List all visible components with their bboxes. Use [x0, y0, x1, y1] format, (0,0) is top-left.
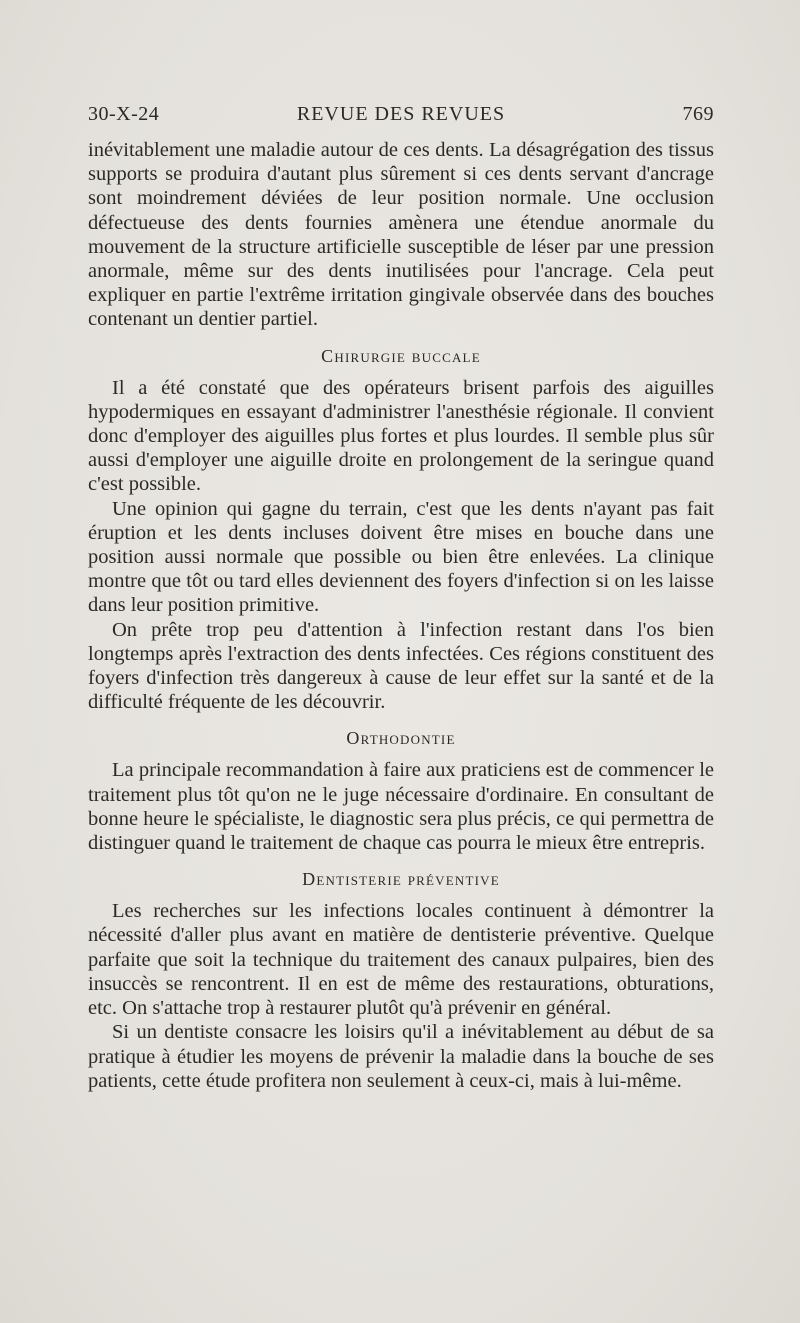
paragraph-chirurgie-1: Il a été constaté que des opérateurs brisent parfois des aiguilles hypodermiques en essayant d'administrer l'anesthésie régionale. Il convient donc d'employer des aiguilles plus fortes et plus lourdes. Il semble plus sûr aussi d'employer une aiguille droite en prolongement de la seringue quand c'est possible. — [88, 376, 714, 496]
running-header — [88, 100, 714, 128]
paragraph-orthodontie-1: La principale recommandation à faire aux praticiens est de commencer le traitement plus tôt qu'on ne le juge nécessaire d'ordinaire. En consultant de bonne heure le spécialiste, le diagnostic sera plus précis, ce qui permettra de distinguer quand le traitement de chaque cas pourra le mieux être entrepris. — [88, 759, 714, 855]
header-journal-title: REVUE DES REVUES — [296, 103, 506, 125]
paragraph-chirurgie-3: On prête trop peu d'attention à l'infection restant dans l'os bien longtemps après l'extraction des dents infectées. Ces régions constituent des foyers d'infection très dangereux à cause de leur effet sur la santé et de la difficulté fréquente de les découvrir. — [88, 618, 714, 714]
paragraph-intro: inévitablement une maladie autour de ces dents. La désagrégation des tissus supports se produira d'autant plus sûrement si ces dents servant d'ancrage sont moindrement déviées de leur position normale. Une occlusion défectueuse des dents fournies amènera une étendue anormale du mouvement de la structure artificielle susceptible de léser par une pression anormale, même sur des dents inutilisées pour l'ancrage. Cela peut expliquer en partie l'extrême irritation gingivale observée dans des bouches contenant un dentier partiel. — [88, 139, 714, 331]
section-heading-preventive: Dentisterie préventive — [302, 869, 500, 890]
section-heading-chirurgie: Chirurgie buccale — [321, 345, 481, 366]
paragraph-preventive-1: Les recherches sur les infections locales continuent à démontrer la nécessité d'aller plus avant en matière de dentisterie préventive. Quelque parfaite que soit la technique du traitement des canaux pulpaires, bien des insuccès se rencontrent. Il en est de même des restaurations, obturations, etc. On s'attache trop à restaurer plutôt qu'à prévenir en général. — [88, 900, 714, 1020]
article-body — [88, 138, 714, 1093]
paragraph-preventive-2: Si un dentiste consacre les loisirs qu'il a inévitablement au début de sa pratique à étudier les moyens de prévenir la maladie dans la bouche de ses patients, cette étude profitera non seulement à ceux-ci, mais à lui-même. — [88, 1021, 714, 1092]
header-page-number: 769 — [682, 103, 714, 125]
paragraph-chirurgie-2: Une opinion qui gagne du terrain, c'est que les dents n'ayant pas fait éruption et les dents incluses doivent être mises en bouche dans une position aussi normale que possible ou bien être enlevées. La clinique montre que tôt ou tard elles deviennent des foyers d'infection si on les laisse dans leur position primitive. — [88, 497, 714, 617]
section-heading-orthodontie: Orthodontie — [346, 728, 456, 749]
header-date: 30-X-24 — [88, 103, 160, 125]
